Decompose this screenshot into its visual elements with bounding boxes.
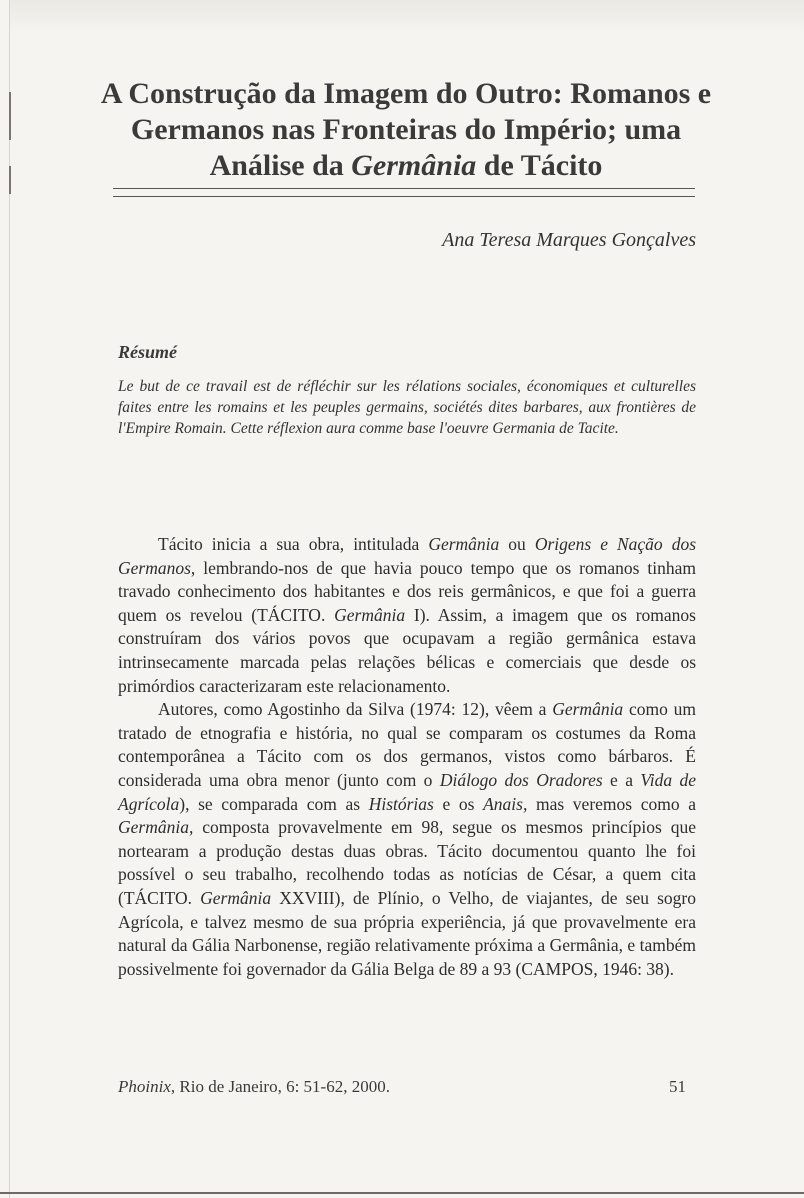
text-run: , lembrando-nos de que havia pouco tempo que os romanos tinham travado conhecimento dos habitantes e dos reis germânicos, e que foi a guerra quem os revelou (TÁCITO. bbox=[118, 557, 696, 625]
text-run: e a bbox=[602, 769, 641, 790]
title-text: de Tácito bbox=[476, 149, 603, 182]
italic-run: Germânia bbox=[552, 699, 624, 720]
text-run: ou bbox=[499, 534, 535, 554]
title-text: Análise da bbox=[209, 149, 352, 182]
binding-mark bbox=[9, 166, 11, 194]
text-run: e os bbox=[433, 793, 484, 814]
italic-run: Germânia bbox=[334, 604, 406, 625]
page-number: 51 bbox=[669, 1077, 686, 1096]
italic-run: Germânia, bbox=[118, 817, 194, 838]
body-paragraph-1 bbox=[118, 533, 696, 698]
text-run: XXVIII), de Plínio, o Velho, de viajantes, de seu sogro Agrícola, e talvez mesmo de sua própria experiência, já que provavelmente era natural da Gália Narbonense, região relativamente próxima a Germânia, e também possivelmente foi governador da Gália Belga de 89 a 93 (CAMPOS, 1946: 38). bbox=[118, 887, 696, 979]
text-run: composta provavelmente em 98, segue os mesmos princípios que nortearam a produção destas duas obras. Tácito documentou quanto lhe foi possível o seu trabalho, recolhendo todas as notícias de César, a quem cita (TÁCITO. bbox=[118, 817, 696, 908]
italic-run: Germânia bbox=[428, 534, 500, 554]
italic-run: Vida de Agrícola bbox=[118, 769, 696, 814]
title-line-3 bbox=[100, 148, 712, 184]
italic-run: Anais, bbox=[483, 793, 528, 814]
title-line-1: A Construção da Imagem do Outro: Romanos e bbox=[100, 77, 712, 110]
scan-shadow bbox=[10, 0, 804, 34]
text-run: mas veremos como a bbox=[527, 793, 697, 814]
text-run: ), se comparada com as bbox=[179, 793, 369, 814]
author-name: Ana Teresa Marques Gonçalves bbox=[442, 229, 696, 251]
binding-mark bbox=[9, 92, 11, 140]
article-body bbox=[118, 533, 696, 981]
text-run: Tácito inicia a sua obra, intitulada bbox=[158, 534, 429, 554]
title-rule-top bbox=[113, 188, 695, 189]
page-bottom-edge bbox=[0, 1192, 804, 1194]
text-run: I). Assim, a imagem que os romanos construíram dos vários povos que ocupavam a região germânica estava intrinsecamente marcada pelas relações bélicas e comerciais que desde os primórdios caracterizaram este relacionamento. bbox=[118, 604, 696, 696]
body-paragraph-2 bbox=[118, 698, 696, 981]
title-italic-work: Germânia bbox=[351, 149, 477, 182]
journal-citation bbox=[118, 1077, 390, 1097]
resume-heading: Résumé bbox=[118, 342, 178, 362]
italic-run: Histórias bbox=[368, 793, 434, 814]
title-line-2: Germanos nas Fronteiras do Império; uma bbox=[130, 113, 682, 146]
italic-run: Origens e Nação dos Germanos bbox=[118, 534, 697, 578]
text-run: Autores, como Agostinho da Silva (1974: 12), vêem a bbox=[158, 699, 553, 720]
resume-abstract: Le but de ce travail est de réfléchir sur les rélations sociales, économiques et culturelles faites entre les romains et les peuples germains, sociétés dites barbares, aux frontières de l'Empire Romain. Cette réflexion aura comme base l'oeuvre Germania de Tacite. bbox=[118, 378, 696, 437]
citation-details: , Rio de Janeiro, 6: 51-62, 2000. bbox=[170, 1077, 390, 1096]
journal-name: Phoinix bbox=[118, 1077, 171, 1096]
italic-run: Germânia bbox=[200, 887, 272, 908]
text-run: como um tratado de etnografia e história, no qual se comparam os costumes da Roma contemporânea a Tácito com os dos germanos, vistos como bárbaros. É considerada uma obra menor (junto com o bbox=[118, 699, 696, 790]
italic-run: Diálogo dos Oradores bbox=[439, 769, 603, 790]
article-title bbox=[100, 76, 712, 184]
title-rule-bottom bbox=[113, 196, 695, 197]
